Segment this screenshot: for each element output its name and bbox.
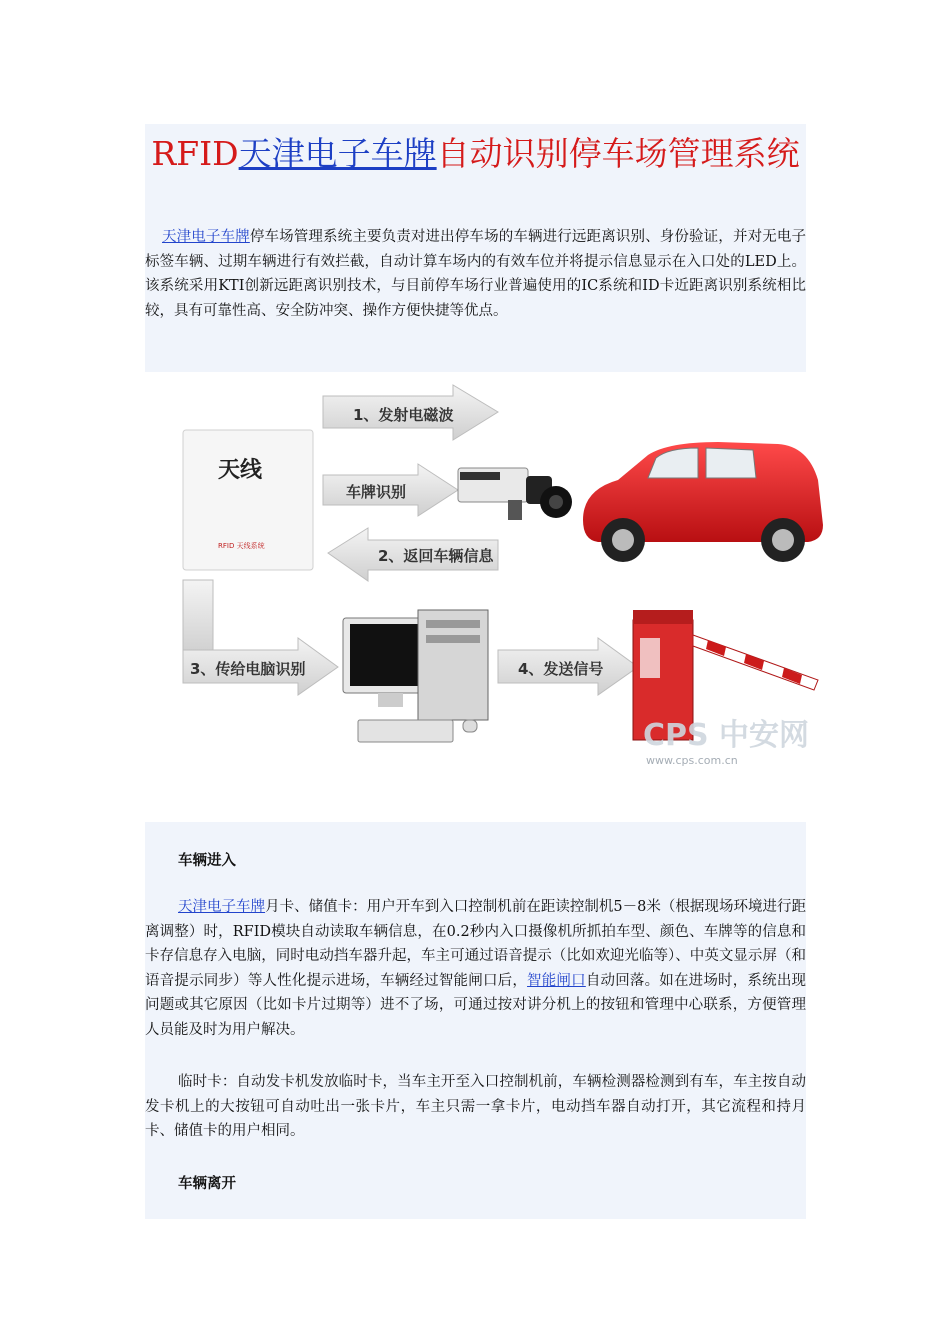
- computer-icon: [343, 610, 488, 742]
- exit-heading: 车辆离开: [178, 1176, 236, 1192]
- enter-text-1: 月卡、储值卡：用户开车到入口控制机前在距读控制机5－8米（根据现场环境进行距离调整）时，RFID模块自动读取车辆信息，在0.2秒内入口摄像机所抓拍车型、颜色、车牌等的信息和卡存信息存入电脑，同时电动挡车器升起，车主可通过语音提示（比如欢迎光临等）、中英文显示屏（和语音提示同步）等人性化提示进场，车辆经过智能闸口后，: [145, 899, 807, 989]
- enter-paragraph-2: 临时卡：自动发卡机发放临时卡，当车主开至入口控制机前，车辆检测器检测到有车，车主按自动发卡机上的大按钮可自动吐出一张卡片，车主只需一拿卡片，电动挡车器自动打开，其它流程和持月卡、储值卡的用户相同。: [145, 1074, 806, 1140]
- step2-arrow: [328, 528, 498, 581]
- plate-recognition-label: 车牌识别: [346, 483, 407, 501]
- red-car-icon: [583, 442, 823, 562]
- enter-link[interactable]: 天津电子车牌: [178, 899, 266, 915]
- intro-text: 停车场管理系统主要负责对进出停车场的车辆进行远距离识别、身份验证，并对无电子标签车辆、过期车辆进行有效拦截，自动计算车场内的有效车位并将提示信息显示在入口处的LED上。该系统采用KTI创新远距离识别技术，与目前停车场行业普遍使用的IC系统和ID卡近距离识别系统相比较，具有可靠性高、安全防冲突、操作方便快捷等优点。: [145, 229, 807, 319]
- antenna-brand: RFID 天线系统: [218, 542, 265, 550]
- antenna-panel: [183, 430, 313, 570]
- antenna-to-computer-connector: [183, 580, 213, 655]
- enter-text-2: 自动回落。如在进场时，系统出现问题或其它原因（比如卡片过期等）进不了场，可通过按对讲分机上的按钮和管理中心联系，方便管理人员能及时为用户解决。: [145, 972, 807, 1038]
- step1-label: 1、发射电磁波: [353, 406, 454, 424]
- intro-paragraph: [145, 225, 806, 323]
- smart-gate-link[interactable]: 智能闸口: [527, 972, 586, 989]
- title-prefix: RFID: [151, 134, 239, 173]
- title-suffix: 自动识别停车场管理系统: [436, 134, 800, 173]
- rfid-system-diagram: [178, 380, 828, 800]
- step1-arrow: [323, 385, 498, 440]
- watermark-logo: CPS 中安网: [643, 718, 810, 753]
- title-link[interactable]: 天津电子车牌: [238, 134, 437, 173]
- plate-recognition-arrow: [323, 464, 458, 516]
- enter-heading: 车辆进入: [178, 853, 236, 869]
- page-title: [145, 128, 806, 180]
- enter-paragraph-1: [145, 895, 806, 1043]
- antenna-label: 天线: [218, 458, 263, 483]
- step4-label: 4、发送信号: [518, 660, 604, 678]
- step4-arrow: [498, 638, 638, 695]
- intro-link[interactable]: 天津电子车牌: [162, 229, 250, 245]
- watermark-url: www.cps.com.cn: [646, 754, 738, 767]
- watermark: [643, 718, 809, 767]
- step2-label: 2、返回车辆信息: [378, 547, 494, 565]
- step3-label: 3、传给电脑识别: [190, 660, 306, 678]
- camera-icon: [458, 468, 572, 520]
